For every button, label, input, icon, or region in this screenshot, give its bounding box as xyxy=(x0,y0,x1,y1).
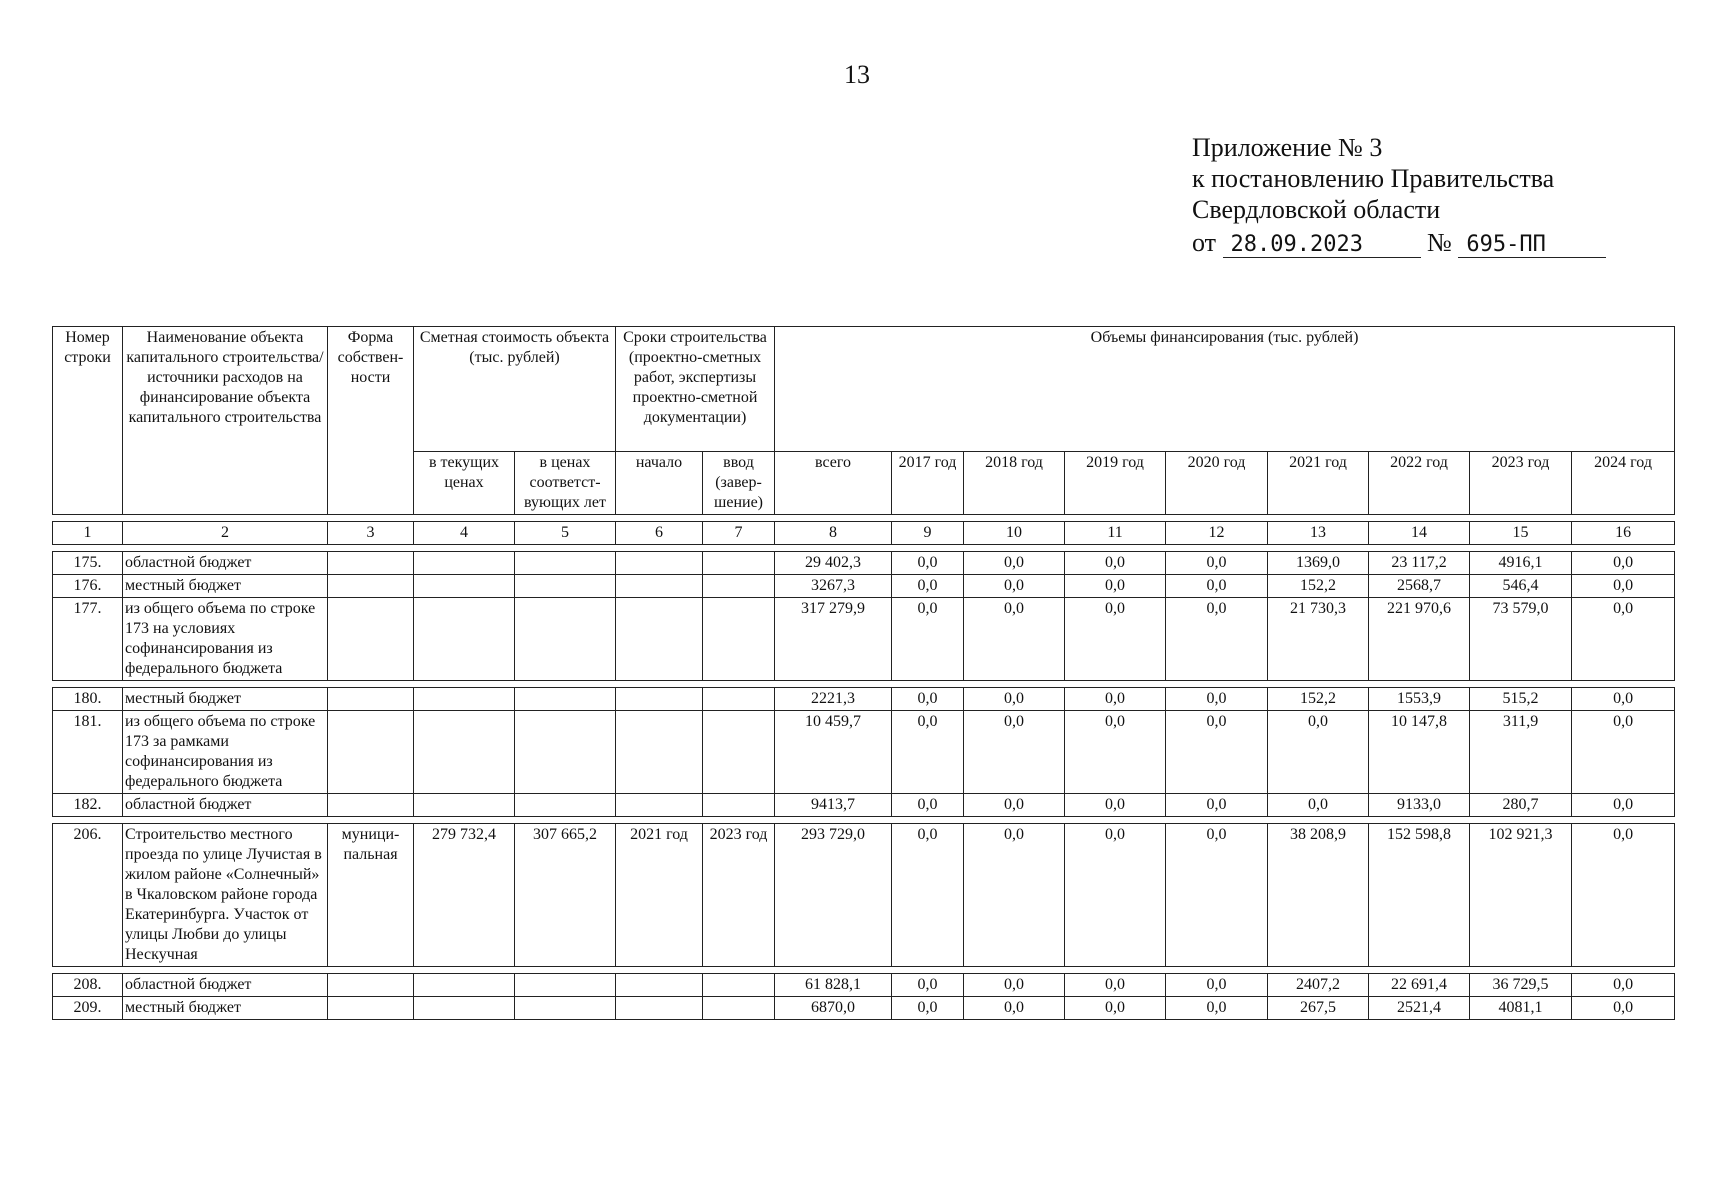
row-value-cell: 2221,3 xyxy=(775,688,892,711)
row-value-cell: 515,2 xyxy=(1470,688,1572,711)
row-value-cell xyxy=(616,997,703,1020)
table-body xyxy=(53,327,1675,1020)
row-value-cell: 6870,0 xyxy=(775,997,892,1020)
table-row xyxy=(53,824,1675,967)
row-value-cell: 279 732,4 xyxy=(414,824,515,967)
row-value-cell xyxy=(328,575,414,598)
header-current-prices: в текущих ценах xyxy=(414,452,515,515)
table-row xyxy=(53,552,1675,575)
row-value-cell xyxy=(414,575,515,598)
row-value-cell xyxy=(703,711,775,794)
row-value-cell xyxy=(703,552,775,575)
row-value-cell: 73 579,0 xyxy=(1470,598,1572,681)
row-value-cell: 0,0 xyxy=(892,711,964,794)
row-value-cell: 38 208,9 xyxy=(1268,824,1369,967)
row-value-cell: 0,0 xyxy=(1572,688,1675,711)
appendix-line-decree: к постановлению Правительства xyxy=(1192,164,1555,193)
row-value-cell: 307 665,2 xyxy=(515,824,616,967)
table-row xyxy=(53,575,1675,598)
row-value-cell: 0,0 xyxy=(1166,794,1268,817)
row-value-cell: 9413,7 xyxy=(775,794,892,817)
row-value-cell xyxy=(414,711,515,794)
header-year: 2017 год xyxy=(892,452,964,515)
table-row xyxy=(53,794,1675,817)
header-row-number: Номер строки xyxy=(53,327,123,515)
column-number: 15 xyxy=(1470,522,1572,545)
row-value-cell: 0,0 xyxy=(1166,552,1268,575)
appendix-title: Приложение № 3 xyxy=(1192,133,1383,162)
row-value-cell xyxy=(515,997,616,1020)
row-value-cell: 317 279,9 xyxy=(775,598,892,681)
header-row-top xyxy=(53,327,1675,452)
row-number-cell: 175. xyxy=(53,552,123,575)
row-value-cell xyxy=(616,688,703,711)
row-value-cell xyxy=(328,997,414,1020)
column-number: 10 xyxy=(964,522,1065,545)
row-value-cell: 0,0 xyxy=(964,974,1065,997)
row-name-cell: областной бюджет xyxy=(123,974,328,997)
column-number: 1 xyxy=(53,522,123,545)
header-estimated-cost: Сметная стоимость объекта (тыс. рублей) xyxy=(414,327,616,452)
row-value-cell xyxy=(703,997,775,1020)
row-value-cell: 0,0 xyxy=(964,688,1065,711)
row-value-cell xyxy=(616,552,703,575)
row-value-cell xyxy=(616,974,703,997)
row-value-cell: 61 828,1 xyxy=(775,974,892,997)
row-value-cell: 0,0 xyxy=(1065,688,1166,711)
row-value-cell: 29 402,3 xyxy=(775,552,892,575)
row-value-cell: 0,0 xyxy=(892,997,964,1020)
row-value-cell xyxy=(328,711,414,794)
row-value-cell xyxy=(703,575,775,598)
page-number: 13 xyxy=(844,60,870,89)
row-value-cell xyxy=(703,598,775,681)
row-value-cell: 0,0 xyxy=(1166,997,1268,1020)
decree-date: 28.09.2023 xyxy=(1223,233,1421,258)
row-value-cell: 0,0 xyxy=(1166,824,1268,967)
row-value-cell: 0,0 xyxy=(1166,711,1268,794)
column-number: 12 xyxy=(1166,522,1268,545)
row-value-cell xyxy=(515,598,616,681)
row-value-cell: 0,0 xyxy=(1065,711,1166,794)
table-row xyxy=(53,997,1675,1020)
row-value-cell: 152,2 xyxy=(1268,688,1369,711)
header-ownership: Форма собствен-ности xyxy=(328,327,414,515)
header-respective-prices: в ценах соответст-вующих лет xyxy=(515,452,616,515)
date-prefix: от xyxy=(1192,228,1217,257)
header-completion: ввод (завер-шение) xyxy=(703,452,775,515)
row-name-cell: областной бюджет xyxy=(123,794,328,817)
column-number: 4 xyxy=(414,522,515,545)
header-year: 2021 год xyxy=(1268,452,1369,515)
row-value-cell: 0,0 xyxy=(1065,824,1166,967)
row-value-cell xyxy=(414,997,515,1020)
column-number: 9 xyxy=(892,522,964,545)
header-year: 2022 год xyxy=(1369,452,1470,515)
row-value-cell xyxy=(414,794,515,817)
row-value-cell xyxy=(703,794,775,817)
row-value-cell: 2407,2 xyxy=(1268,974,1369,997)
row-name-cell: из общего объема по строке 173 за рамками софинансирования из федерального бюджета xyxy=(123,711,328,794)
row-value-cell: 1369,0 xyxy=(1268,552,1369,575)
row-value-cell: 2568,7 xyxy=(1369,575,1470,598)
row-value-cell: 0,0 xyxy=(892,974,964,997)
row-value-cell: 102 921,3 xyxy=(1470,824,1572,967)
group-separator xyxy=(53,515,1675,522)
row-value-cell: 0,0 xyxy=(964,794,1065,817)
header-year: 2020 год xyxy=(1166,452,1268,515)
row-value-cell xyxy=(414,974,515,997)
row-value-cell: 0,0 xyxy=(1268,794,1369,817)
column-number: 2 xyxy=(123,522,328,545)
row-name-cell: местный бюджет xyxy=(123,688,328,711)
row-value-cell xyxy=(515,575,616,598)
group-separator xyxy=(53,681,1675,688)
row-value-cell: 36 729,5 xyxy=(1470,974,1572,997)
group-separator xyxy=(53,967,1675,974)
row-value-cell: 546,4 xyxy=(1470,575,1572,598)
row-value-cell xyxy=(515,794,616,817)
funding-table xyxy=(52,326,1675,1020)
row-value-cell: 0,0 xyxy=(1572,824,1675,967)
row-name-cell: из общего объема по строке 173 на условиях софинансирования из федерального бюджета xyxy=(123,598,328,681)
row-value-cell: 4916,1 xyxy=(1470,552,1572,575)
group-separator xyxy=(53,545,1675,552)
decree-number: 695-ПП xyxy=(1458,233,1606,258)
row-value-cell: 10 147,8 xyxy=(1369,711,1470,794)
number-prefix: № xyxy=(1427,228,1452,257)
row-number-cell: 182. xyxy=(53,794,123,817)
row-value-cell: 2023 год xyxy=(703,824,775,967)
row-value-cell: 2521,4 xyxy=(1369,997,1470,1020)
row-value-cell: 311,9 xyxy=(1470,711,1572,794)
row-value-cell xyxy=(328,688,414,711)
table-row xyxy=(53,688,1675,711)
row-value-cell: 0,0 xyxy=(1572,552,1675,575)
row-value-cell: муници-пальная xyxy=(328,824,414,967)
header-year: 2018 год xyxy=(964,452,1065,515)
header-year: 2024 год xyxy=(1572,452,1675,515)
row-value-cell: 0,0 xyxy=(1572,598,1675,681)
row-number-cell: 206. xyxy=(53,824,123,967)
row-value-cell: 293 729,0 xyxy=(775,824,892,967)
row-value-cell: 221 970,6 xyxy=(1369,598,1470,681)
row-value-cell: 152 598,8 xyxy=(1369,824,1470,967)
column-numbers-row xyxy=(53,522,1675,545)
row-name-cell: местный бюджет xyxy=(123,575,328,598)
row-value-cell: 0,0 xyxy=(1065,794,1166,817)
row-value-cell: 2021 год xyxy=(616,824,703,967)
row-value-cell xyxy=(616,711,703,794)
column-number: 13 xyxy=(1268,522,1369,545)
row-value-cell xyxy=(515,974,616,997)
row-name-cell: местный бюджет xyxy=(123,997,328,1020)
row-value-cell xyxy=(328,974,414,997)
row-value-cell: 0,0 xyxy=(1166,598,1268,681)
row-value-cell: 0,0 xyxy=(1572,575,1675,598)
row-value-cell xyxy=(616,794,703,817)
group-separator xyxy=(53,817,1675,824)
row-value-cell xyxy=(414,552,515,575)
row-value-cell: 0,0 xyxy=(964,824,1065,967)
row-value-cell xyxy=(328,552,414,575)
row-value-cell: 0,0 xyxy=(964,711,1065,794)
row-value-cell: 267,5 xyxy=(1268,997,1369,1020)
row-value-cell: 152,2 xyxy=(1268,575,1369,598)
row-number-cell: 209. xyxy=(53,997,123,1020)
column-number: 11 xyxy=(1065,522,1166,545)
row-value-cell: 280,7 xyxy=(1470,794,1572,817)
row-value-cell: 0,0 xyxy=(964,598,1065,681)
row-number-cell: 208. xyxy=(53,974,123,997)
header-construction-period: Сроки строительства (проектно-сметных работ, экспертизы проектно-сметной документации) xyxy=(616,327,775,452)
row-value-cell xyxy=(515,552,616,575)
row-value-cell: 0,0 xyxy=(1572,794,1675,817)
row-value-cell xyxy=(515,711,616,794)
row-number-cell: 181. xyxy=(53,711,123,794)
header-funding: Объемы финансирования (тыс. рублей) xyxy=(775,327,1675,452)
header-year: 2019 год xyxy=(1065,452,1166,515)
row-value-cell: 0,0 xyxy=(964,997,1065,1020)
row-value-cell: 0,0 xyxy=(1065,997,1166,1020)
row-value-cell xyxy=(328,598,414,681)
row-value-cell xyxy=(703,974,775,997)
appendix-block xyxy=(1192,132,1652,258)
column-number: 3 xyxy=(328,522,414,545)
row-value-cell: 0,0 xyxy=(1166,575,1268,598)
column-number: 6 xyxy=(616,522,703,545)
row-value-cell xyxy=(328,794,414,817)
separator-cell xyxy=(53,681,1675,688)
row-value-cell xyxy=(414,688,515,711)
row-value-cell: 21 730,3 xyxy=(1268,598,1369,681)
row-value-cell: 0,0 xyxy=(892,598,964,681)
row-value-cell: 0,0 xyxy=(1065,598,1166,681)
table-row xyxy=(53,711,1675,794)
header-year: 2023 год xyxy=(1470,452,1572,515)
row-value-cell: 0,0 xyxy=(1065,974,1166,997)
row-value-cell: 0,0 xyxy=(1572,997,1675,1020)
row-value-cell: 10 459,7 xyxy=(775,711,892,794)
separator-cell xyxy=(53,967,1675,974)
column-number: 7 xyxy=(703,522,775,545)
column-number: 14 xyxy=(1369,522,1470,545)
row-value-cell xyxy=(515,688,616,711)
row-value-cell: 0,0 xyxy=(892,552,964,575)
row-value-cell: 22 691,4 xyxy=(1369,974,1470,997)
row-value-cell: 0,0 xyxy=(1065,552,1166,575)
table-row xyxy=(53,598,1675,681)
row-value-cell: 0,0 xyxy=(892,824,964,967)
row-value-cell xyxy=(616,598,703,681)
row-value-cell: 3267,3 xyxy=(775,575,892,598)
row-value-cell xyxy=(616,575,703,598)
separator-cell xyxy=(53,817,1675,824)
row-number-cell: 180. xyxy=(53,688,123,711)
row-value-cell: 0,0 xyxy=(892,688,964,711)
row-value-cell: 0,0 xyxy=(892,575,964,598)
separator-cell xyxy=(53,515,1675,522)
row-value-cell xyxy=(414,598,515,681)
header-start: начало xyxy=(616,452,703,515)
row-name-cell: областной бюджет xyxy=(123,552,328,575)
row-name-cell: Строительство местного проезда по улице Лучистая в жилом районе «Солнечный» в Чкаловском районе города Екатеринбурга. Участок от улицы Любви до улицы Нескучная xyxy=(123,824,328,967)
header-total: всего xyxy=(775,452,892,515)
appendix-date-line xyxy=(1192,227,1652,258)
row-number-cell: 176. xyxy=(53,575,123,598)
row-value-cell: 0,0 xyxy=(964,575,1065,598)
row-value-cell: 0,0 xyxy=(1065,575,1166,598)
row-value-cell: 0,0 xyxy=(1166,688,1268,711)
row-value-cell: 0,0 xyxy=(1572,711,1675,794)
appendix-line-region: Свердловской области xyxy=(1192,195,1441,224)
row-value-cell: 0,0 xyxy=(1166,974,1268,997)
row-value-cell: 9133,0 xyxy=(1369,794,1470,817)
row-value-cell: 0,0 xyxy=(1572,974,1675,997)
table-row xyxy=(53,974,1675,997)
row-number-cell: 177. xyxy=(53,598,123,681)
header-object-name: Наименование объекта капитального строительства/источники расходов на финансирование объекта капитального строительства xyxy=(123,327,328,515)
funding-table-wrapper xyxy=(52,326,1674,1020)
row-value-cell: 1553,9 xyxy=(1369,688,1470,711)
column-number: 5 xyxy=(515,522,616,545)
separator-cell xyxy=(53,545,1675,552)
row-value-cell: 0,0 xyxy=(892,794,964,817)
row-value-cell: 0,0 xyxy=(1268,711,1369,794)
column-number: 8 xyxy=(775,522,892,545)
column-number: 16 xyxy=(1572,522,1675,545)
row-value-cell: 0,0 xyxy=(964,552,1065,575)
row-value-cell: 4081,1 xyxy=(1470,997,1572,1020)
row-value-cell: 23 117,2 xyxy=(1369,552,1470,575)
row-value-cell xyxy=(703,688,775,711)
